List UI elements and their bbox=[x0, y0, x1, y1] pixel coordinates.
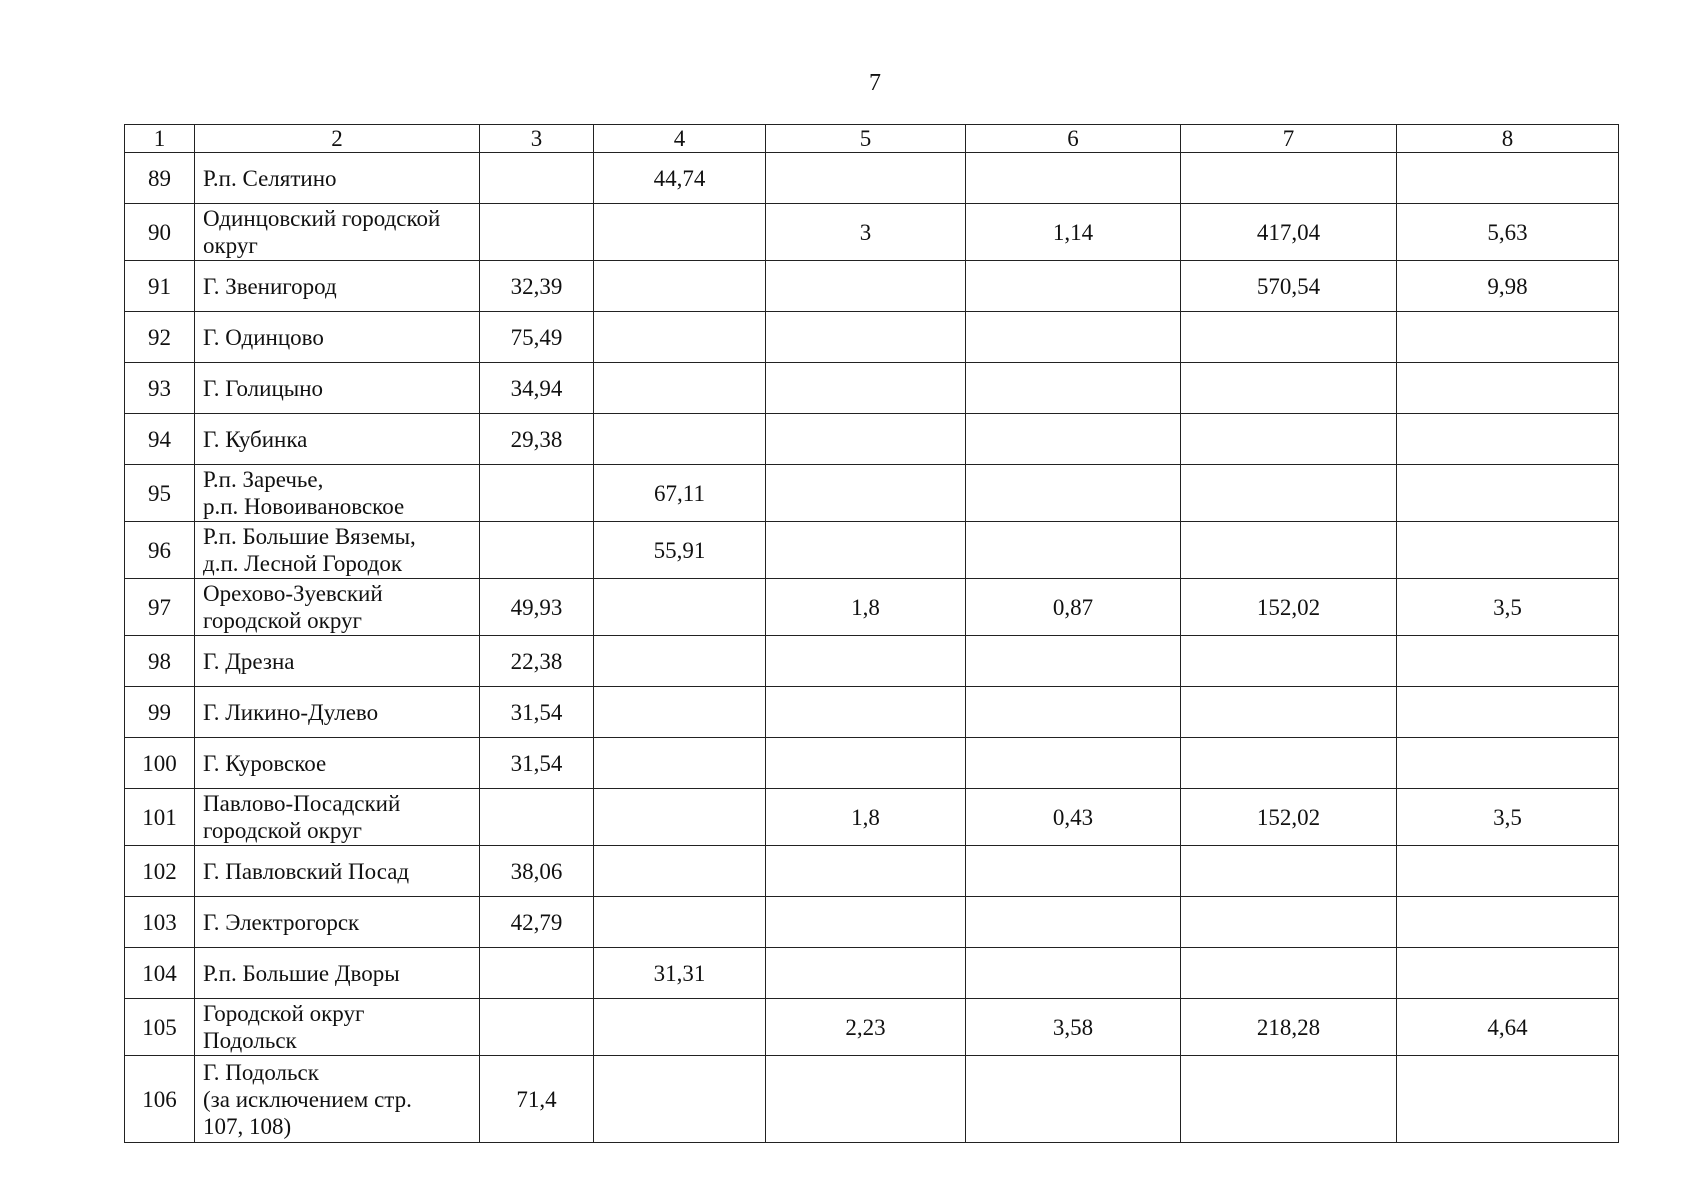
territory-name-line: 107, 108) bbox=[203, 1113, 292, 1139]
data-table bbox=[124, 124, 1619, 1143]
territory-name-cell bbox=[195, 948, 480, 999]
row-number-cell: 103 bbox=[125, 897, 195, 948]
value-cell-col-7: 218,28 bbox=[1181, 999, 1397, 1056]
header-cell-8: 8 bbox=[1397, 125, 1619, 153]
table-row bbox=[125, 636, 1619, 687]
header-cell-3: 3 bbox=[480, 125, 594, 153]
territory-name-line: Г. Кубинка bbox=[203, 426, 308, 452]
value-cell-col-7 bbox=[1181, 687, 1397, 738]
table-row bbox=[125, 414, 1619, 465]
territory-name-line: Г. Звенигород bbox=[203, 273, 337, 299]
value-cell-col-4 bbox=[594, 312, 766, 363]
value-cell-col-8: 3,5 bbox=[1397, 579, 1619, 636]
territory-name-cell bbox=[195, 789, 480, 846]
value-cell-col-6: 0,87 bbox=[966, 579, 1181, 636]
territory-name-line: Павлово-Посадский bbox=[203, 791, 401, 816]
value-cell-col-8 bbox=[1397, 636, 1619, 687]
value-cell-col-6 bbox=[966, 312, 1181, 363]
header-cell-1: 1 bbox=[125, 125, 195, 153]
row-number-cell: 100 bbox=[125, 738, 195, 789]
territory-name-cell bbox=[195, 579, 480, 636]
table-row bbox=[125, 261, 1619, 312]
table-row bbox=[125, 999, 1619, 1056]
value-cell-col-5: 1,8 bbox=[766, 789, 966, 846]
value-cell-col-4 bbox=[594, 999, 766, 1056]
value-cell-col-5 bbox=[766, 153, 966, 204]
value-cell-col-6 bbox=[966, 522, 1181, 579]
header-cell-4: 4 bbox=[594, 125, 766, 153]
table-row bbox=[125, 363, 1619, 414]
value-cell-col-5 bbox=[766, 636, 966, 687]
value-cell-col-3: 49,93 bbox=[480, 579, 594, 636]
value-cell-col-5 bbox=[766, 687, 966, 738]
value-cell-col-8 bbox=[1397, 738, 1619, 789]
value-cell-col-8 bbox=[1397, 312, 1619, 363]
header-row bbox=[125, 125, 1619, 153]
row-number-cell: 99 bbox=[125, 687, 195, 738]
value-cell-col-7 bbox=[1181, 846, 1397, 897]
territory-name-line: городской округ bbox=[203, 608, 362, 633]
table-row bbox=[125, 204, 1619, 261]
territory-name-line: Р.п. Большие Дворы bbox=[203, 960, 400, 986]
value-cell-col-5 bbox=[766, 948, 966, 999]
territory-name-cell bbox=[195, 1056, 480, 1143]
value-cell-col-7 bbox=[1181, 363, 1397, 414]
table-row bbox=[125, 1056, 1619, 1143]
value-cell-col-5 bbox=[766, 846, 966, 897]
table-row bbox=[125, 687, 1619, 738]
territory-name-cell bbox=[195, 897, 480, 948]
value-cell-col-3 bbox=[480, 789, 594, 846]
value-cell-col-6 bbox=[966, 153, 1181, 204]
territory-name-line: Р.п. Селятино bbox=[203, 165, 337, 191]
row-number-cell: 89 bbox=[125, 153, 195, 204]
value-cell-col-4 bbox=[594, 1056, 766, 1143]
value-cell-col-8: 9,98 bbox=[1397, 261, 1619, 312]
value-cell-col-8: 3,5 bbox=[1397, 789, 1619, 846]
territory-name-line: Г. Дрезна bbox=[203, 648, 295, 674]
row-number-cell: 92 bbox=[125, 312, 195, 363]
value-cell-col-6 bbox=[966, 363, 1181, 414]
value-cell-col-5 bbox=[766, 363, 966, 414]
value-cell-col-6 bbox=[966, 414, 1181, 465]
header-cell-5: 5 bbox=[766, 125, 966, 153]
value-cell-col-7 bbox=[1181, 312, 1397, 363]
value-cell-col-8 bbox=[1397, 1056, 1619, 1143]
value-cell-col-7 bbox=[1181, 636, 1397, 687]
value-cell-col-3 bbox=[480, 204, 594, 261]
value-cell-col-6 bbox=[966, 465, 1181, 522]
territory-name-line: Г. Павловский Посад bbox=[203, 858, 410, 884]
value-cell-col-5 bbox=[766, 261, 966, 312]
header-cell-6: 6 bbox=[966, 125, 1181, 153]
value-cell-col-3: 22,38 bbox=[480, 636, 594, 687]
value-cell-col-6 bbox=[966, 948, 1181, 999]
row-number-cell: 97 bbox=[125, 579, 195, 636]
value-cell-col-8 bbox=[1397, 153, 1619, 204]
value-cell-col-5 bbox=[766, 522, 966, 579]
value-cell-col-6: 0,43 bbox=[966, 789, 1181, 846]
value-cell-col-6 bbox=[966, 897, 1181, 948]
territory-name-line: городской округ bbox=[203, 818, 362, 843]
value-cell-col-4 bbox=[594, 636, 766, 687]
territory-name-cell bbox=[195, 846, 480, 897]
value-cell-col-5 bbox=[766, 1056, 966, 1143]
value-cell-col-8 bbox=[1397, 846, 1619, 897]
value-cell-col-3 bbox=[480, 999, 594, 1056]
territory-name-line: д.п. Лесной Городок bbox=[203, 551, 403, 576]
value-cell-col-8 bbox=[1397, 522, 1619, 579]
table-row bbox=[125, 153, 1619, 204]
value-cell-col-7 bbox=[1181, 1056, 1397, 1143]
value-cell-col-3 bbox=[480, 153, 594, 204]
territory-name-line: Орехово-Зуевский bbox=[203, 581, 383, 606]
value-cell-col-7 bbox=[1181, 897, 1397, 948]
value-cell-col-6: 3,58 bbox=[966, 999, 1181, 1056]
value-cell-col-6 bbox=[966, 738, 1181, 789]
value-cell-col-4 bbox=[594, 261, 766, 312]
value-cell-col-3: 34,94 bbox=[480, 363, 594, 414]
row-number-cell: 96 bbox=[125, 522, 195, 579]
value-cell-col-7: 417,04 bbox=[1181, 204, 1397, 261]
value-cell-col-8: 4,64 bbox=[1397, 999, 1619, 1056]
table-row bbox=[125, 948, 1619, 999]
territory-name-line: Городской округ bbox=[203, 1001, 365, 1026]
territory-name-line: Одинцовский городской bbox=[203, 206, 441, 231]
table-row bbox=[125, 465, 1619, 522]
value-cell-col-4: 67,11 bbox=[594, 465, 766, 522]
value-cell-col-4 bbox=[594, 687, 766, 738]
territory-name-cell bbox=[195, 687, 480, 738]
value-cell-col-3: 42,79 bbox=[480, 897, 594, 948]
value-cell-col-3: 29,38 bbox=[480, 414, 594, 465]
territory-name-cell bbox=[195, 312, 480, 363]
row-number-cell: 90 bbox=[125, 204, 195, 261]
row-number-cell: 95 bbox=[125, 465, 195, 522]
value-cell-col-5 bbox=[766, 465, 966, 522]
value-cell-col-3 bbox=[480, 465, 594, 522]
value-cell-col-4 bbox=[594, 789, 766, 846]
territory-name-cell bbox=[195, 363, 480, 414]
table-row bbox=[125, 312, 1619, 363]
territory-name-line: Р.п. Большие Вяземы, bbox=[203, 524, 416, 549]
row-number-cell: 98 bbox=[125, 636, 195, 687]
territory-name-cell bbox=[195, 153, 480, 204]
page-number: 7 bbox=[869, 70, 881, 96]
value-cell-col-3: 31,54 bbox=[480, 738, 594, 789]
row-number-cell: 106 bbox=[125, 1056, 195, 1143]
value-cell-col-6 bbox=[966, 636, 1181, 687]
value-cell-col-6 bbox=[966, 687, 1181, 738]
territory-name-line: р.п. Новоивановское bbox=[203, 494, 405, 519]
value-cell-col-7 bbox=[1181, 153, 1397, 204]
territory-name-cell bbox=[195, 738, 480, 789]
value-cell-col-6: 1,14 bbox=[966, 204, 1181, 261]
value-cell-col-3 bbox=[480, 948, 594, 999]
row-number-cell: 101 bbox=[125, 789, 195, 846]
value-cell-col-6 bbox=[966, 261, 1181, 312]
value-cell-col-7 bbox=[1181, 465, 1397, 522]
value-cell-col-4 bbox=[594, 897, 766, 948]
value-cell-col-7 bbox=[1181, 948, 1397, 999]
value-cell-col-7 bbox=[1181, 522, 1397, 579]
table-row bbox=[125, 738, 1619, 789]
territory-name-line: Г. Подольск bbox=[203, 1059, 319, 1085]
value-cell-col-4 bbox=[594, 846, 766, 897]
table-body bbox=[125, 125, 1619, 1143]
territory-name-line: Г. Электрогорск bbox=[203, 909, 360, 935]
value-cell-col-8: 5,63 bbox=[1397, 204, 1619, 261]
value-cell-col-8 bbox=[1397, 897, 1619, 948]
value-cell-col-4: 55,91 bbox=[594, 522, 766, 579]
territory-name-cell bbox=[195, 204, 480, 261]
value-cell-col-8 bbox=[1397, 948, 1619, 999]
value-cell-col-7: 152,02 bbox=[1181, 579, 1397, 636]
value-cell-col-3: 71,4 bbox=[480, 1056, 594, 1143]
value-cell-col-4: 31,31 bbox=[594, 948, 766, 999]
row-number-cell: 104 bbox=[125, 948, 195, 999]
value-cell-col-4 bbox=[594, 738, 766, 789]
value-cell-col-5 bbox=[766, 312, 966, 363]
value-cell-col-4 bbox=[594, 363, 766, 414]
value-cell-col-7 bbox=[1181, 738, 1397, 789]
territory-name-cell bbox=[195, 636, 480, 687]
value-cell-col-6 bbox=[966, 846, 1181, 897]
row-number-cell: 93 bbox=[125, 363, 195, 414]
value-cell-col-8 bbox=[1397, 465, 1619, 522]
territory-name-line: (за исключением стр. bbox=[203, 1086, 412, 1112]
value-cell-col-3: 32,39 bbox=[480, 261, 594, 312]
value-cell-col-4 bbox=[594, 579, 766, 636]
row-number-cell: 105 bbox=[125, 999, 195, 1056]
row-number-cell: 94 bbox=[125, 414, 195, 465]
table-row bbox=[125, 789, 1619, 846]
territory-name-line: Г. Одинцово bbox=[203, 324, 324, 350]
territory-name-line: Подольск bbox=[203, 1028, 297, 1053]
value-cell-col-5: 1,8 bbox=[766, 579, 966, 636]
table-row bbox=[125, 846, 1619, 897]
territory-name-cell bbox=[195, 261, 480, 312]
value-cell-col-6 bbox=[966, 1056, 1181, 1143]
value-cell-col-3: 38,06 bbox=[480, 846, 594, 897]
value-cell-col-3 bbox=[480, 522, 594, 579]
value-cell-col-3: 75,49 bbox=[480, 312, 594, 363]
value-cell-col-4 bbox=[594, 204, 766, 261]
row-number-cell: 102 bbox=[125, 846, 195, 897]
territory-name-cell bbox=[195, 999, 480, 1056]
table-row bbox=[125, 522, 1619, 579]
value-cell-col-5 bbox=[766, 414, 966, 465]
territory-name-line: Г. Ликино-Дулево bbox=[203, 699, 379, 725]
value-cell-col-4 bbox=[594, 414, 766, 465]
territory-name-line: Р.п. Заречье, bbox=[203, 467, 324, 492]
table-row bbox=[125, 579, 1619, 636]
value-cell-col-5: 3 bbox=[766, 204, 966, 261]
territory-name-line: округ bbox=[203, 233, 258, 258]
value-cell-col-8 bbox=[1397, 687, 1619, 738]
row-number-cell: 91 bbox=[125, 261, 195, 312]
value-cell-col-7: 570,54 bbox=[1181, 261, 1397, 312]
value-cell-col-5: 2,23 bbox=[766, 999, 966, 1056]
header-cell-7: 7 bbox=[1181, 125, 1397, 153]
value-cell-col-5 bbox=[766, 897, 966, 948]
value-cell-col-7 bbox=[1181, 414, 1397, 465]
value-cell-col-4: 44,74 bbox=[594, 153, 766, 204]
table-row bbox=[125, 897, 1619, 948]
value-cell-col-8 bbox=[1397, 363, 1619, 414]
territory-name-cell bbox=[195, 465, 480, 522]
territory-name-cell bbox=[195, 522, 480, 579]
value-cell-col-8 bbox=[1397, 414, 1619, 465]
value-cell-col-7: 152,02 bbox=[1181, 789, 1397, 846]
value-cell-col-3: 31,54 bbox=[480, 687, 594, 738]
value-cell-col-5 bbox=[766, 738, 966, 789]
territory-name-cell bbox=[195, 414, 480, 465]
territory-name-line: Г. Голицыно bbox=[203, 375, 324, 401]
territory-name-line: Г. Куровское bbox=[203, 750, 327, 776]
header-cell-2: 2 bbox=[195, 125, 480, 153]
